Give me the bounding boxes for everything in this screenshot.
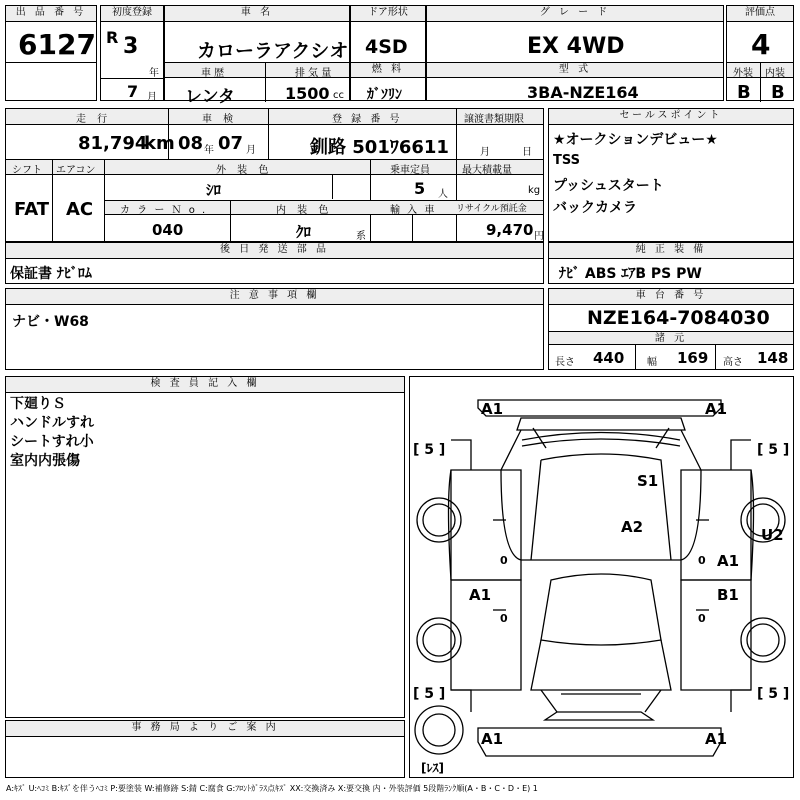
car-diagram-box: [409, 376, 794, 778]
max-load-label: 最大積載量: [462, 165, 512, 176]
capacity-value: 5: [414, 179, 426, 198]
notes-value: ナビ・W68: [12, 314, 89, 330]
chassis-label: 車 台 番 号: [549, 289, 793, 305]
zero-r1: 0: [698, 554, 706, 567]
lot-box: [5, 5, 97, 101]
recycle-value: 9,470: [486, 221, 534, 239]
office-label: 事 務 局 よ り ご 案 内: [6, 721, 404, 737]
fuel-value: ｶﾞｿﾘﾝ: [367, 87, 402, 103]
history-label: 車 歴: [201, 68, 225, 79]
int-value: B: [771, 82, 785, 103]
mileage-label: 走 行: [76, 114, 112, 125]
sales-points-label: セールスポイント: [549, 109, 793, 125]
grade-label: グ レ ー ド: [427, 6, 723, 22]
first-reg-year-unit: 年: [149, 68, 159, 79]
color-label: 外 装 色: [216, 165, 273, 176]
mark-r-front-door: A1: [717, 552, 740, 570]
first-reg-month: 7: [127, 82, 139, 101]
inspector-label: 検 査 員 記 入 欄: [6, 377, 404, 393]
mark-rr: A1: [705, 730, 728, 748]
interior-color-value: ｸﾛ: [296, 223, 312, 241]
mid-block: [5, 108, 544, 242]
mileage-value: 81,794: [78, 133, 148, 154]
plate-label: 登 録 番 号: [332, 114, 403, 125]
capacity-unit: 人: [438, 189, 448, 200]
ext-label: 外装: [733, 68, 753, 79]
door-label: ドア形状: [351, 6, 425, 22]
tire-spare: [ﾚｽ]: [421, 761, 444, 775]
transfer-label: 譲渡書類期限: [464, 114, 524, 125]
sales-point-4: バックカメラ: [553, 200, 637, 216]
plate-value: 釧路 501ﾜ6611: [310, 137, 449, 158]
grade-value: EX 4WD: [527, 34, 625, 59]
sales-points-box: [548, 108, 794, 242]
capacity-label: 乗車定員: [390, 165, 430, 176]
mark-rl: A1: [481, 730, 504, 748]
history-value: レンタ: [185, 87, 235, 107]
chassis-value: NZE164-7084030: [587, 307, 770, 329]
mark-l-front-door: A1: [469, 586, 492, 604]
grade-box: [426, 5, 724, 101]
wid-value: 169: [677, 349, 709, 367]
chassis-box: [548, 288, 794, 370]
first-reg-year: 3: [123, 34, 139, 59]
later-parts-value: 保証書 ﾅﾋﾞﾛﾑ: [10, 266, 92, 282]
inspection-month-unit: 月: [246, 145, 256, 156]
zero-l2: 0: [500, 612, 508, 625]
interior-color-label: 内 装 色: [276, 205, 333, 216]
color-no-value: 040: [152, 221, 184, 239]
inspector-box: [5, 376, 405, 718]
inspection-label: 車 検: [202, 114, 238, 125]
first-reg-era: R: [106, 28, 119, 47]
displacement-unit: cc: [333, 90, 344, 101]
later-parts-label: 後 日 発 送 部 品: [6, 243, 543, 259]
sales-point-2: TSS: [553, 153, 581, 168]
displacement-value: 1500: [285, 84, 330, 103]
legend: A:ｷｽﾞ U:ﾍｺﾐ B:ｷｽﾞを伴うﾍｺﾐ P:要塗装 W:補修跡 S:錆 C:腐食 G:ﾌﾛﾝﾄｶﾞﾗｽ点ｷｽﾞ XX:交換済み X:要交換 内・外装評価 5段階ﾗﾝｸ順(A・B・C・D・E) 1: [6, 784, 538, 793]
recycle-unit: 円: [534, 231, 544, 242]
interior-color-unit: 系: [356, 231, 366, 242]
len-value: 440: [593, 349, 625, 367]
dims-label: 諸 元: [549, 331, 793, 345]
transfer-month-unit: 月: [480, 147, 490, 158]
notes-box: [5, 288, 544, 370]
color-value: ｼﾛ: [206, 181, 222, 199]
first-reg-label: 初度登録: [101, 6, 163, 22]
mark-rf-fender: U2: [761, 526, 784, 544]
mileage-unit: km: [144, 133, 175, 154]
color-no-label: カ ラ ー Ｎ o .: [120, 205, 208, 216]
first-reg-month-unit: 月: [147, 92, 157, 103]
first-reg-box: [100, 5, 164, 101]
tire-fr: [ 5 ]: [757, 442, 790, 458]
aircon-value: AC: [66, 199, 94, 220]
ext-value: B: [737, 82, 751, 103]
displacement-label: 排 気 量: [295, 68, 332, 79]
aircon-label: エアコン: [56, 165, 96, 176]
lot-value: 6127: [18, 28, 96, 61]
mark-roof: S1: [637, 472, 659, 490]
equipment-label: 純 正 装 備: [549, 243, 793, 259]
equipment-value: ﾅﾋﾞ ABS ｴｱB PS PW: [559, 266, 702, 282]
lot-label: 出 品 番 号: [6, 6, 96, 22]
mark-fl: A1: [481, 400, 504, 418]
recycle-label: リサイクル預託金: [456, 204, 527, 214]
later-parts-box: [5, 242, 544, 284]
model-code-value: 3BA-NZE164: [527, 83, 639, 102]
door-value: 4SD: [365, 36, 408, 58]
score-label: 評価点: [727, 6, 793, 22]
max-load-unit: kg: [528, 185, 541, 196]
inspector-text: 下廻りＳ ハンドルすれ シートすれ小 室内内張傷: [10, 396, 94, 469]
int-label: 内装: [765, 68, 785, 79]
score-value: 4: [751, 28, 771, 61]
sales-point-1: ★オークションデビュー★: [553, 132, 718, 148]
mark-fr: A1: [705, 400, 728, 418]
notes-label: 注 意 事 項 欄: [6, 289, 543, 305]
zero-r2: 0: [698, 612, 706, 625]
hgt-label: 高さ: [723, 357, 743, 368]
score-box: [726, 5, 794, 101]
inspection-month: 07: [218, 133, 244, 154]
car-diagram: [410, 377, 793, 777]
tire-rr: [ 5 ]: [757, 686, 790, 702]
mark-bonnet: A2: [621, 518, 644, 536]
wid-label: 幅: [647, 357, 657, 368]
sales-point-3: プッシュスタート: [553, 178, 664, 194]
transfer-day-unit: 日: [522, 147, 532, 158]
model-code-label: 型 式: [427, 62, 723, 78]
shift-value: FAT: [14, 199, 50, 220]
equipment-box: [548, 242, 794, 284]
fuel-label: 燃 料: [351, 62, 425, 78]
zero-l1: 0: [500, 554, 508, 567]
car-name-label: 車 名: [165, 6, 349, 22]
hgt-value: 148: [757, 349, 789, 367]
inspection-year-unit: 年: [204, 145, 214, 156]
door-box: [350, 5, 426, 101]
office-box: [5, 720, 405, 778]
mark-r-rear-door: B1: [717, 586, 739, 604]
car-name-box: [164, 5, 350, 107]
inspection-year: 08: [178, 133, 204, 154]
tire-rl: [ 5 ]: [413, 686, 446, 702]
len-label: 長さ: [555, 357, 575, 368]
shift-label: シフト: [12, 165, 42, 176]
car-name-value: カローラアクシオ: [197, 40, 349, 62]
tire-fl: [ 5 ]: [413, 442, 446, 458]
import-label: 輸 入 車: [390, 205, 437, 216]
